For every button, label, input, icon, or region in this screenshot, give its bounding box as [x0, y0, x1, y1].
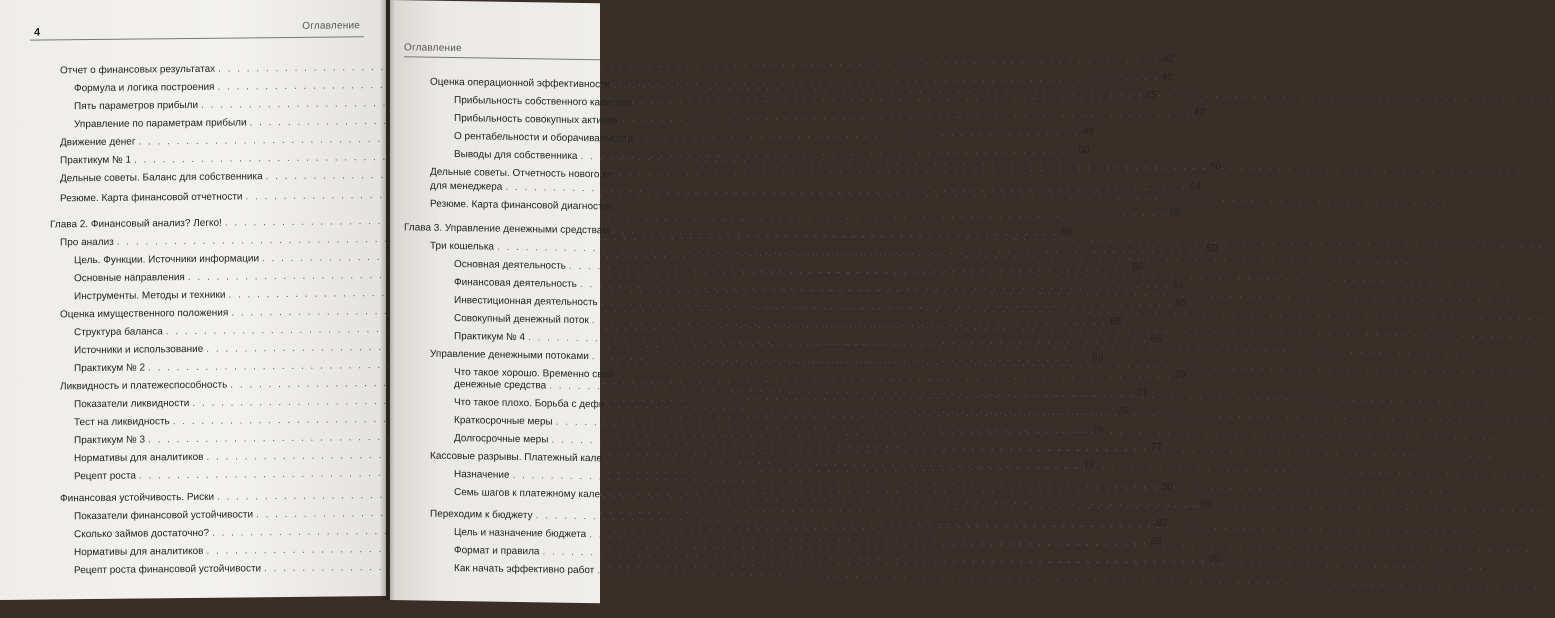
book-gutter — [380, 0, 394, 600]
toc-entry-page: 66 — [1151, 334, 1162, 345]
toc-entry — [454, 415, 620, 429]
toc-entry-page: 42 — [1162, 72, 1173, 83]
toc-entry-title: Три кошелька — [430, 241, 494, 253]
toc-entry-title: Отчет о финансовых результатах — [60, 64, 215, 77]
toc-entry — [74, 342, 364, 356]
toc-entry-title: Рецепт роста — [74, 471, 136, 483]
toc-entry-title: Резюме. Карта финансовой отчетности — [60, 191, 243, 204]
header-rule — [30, 36, 364, 40]
left-page — [0, 0, 386, 600]
toc-entry-title: Дельные советы. Отчетность нового кл — [430, 167, 613, 181]
toc-entry-title: Глава 3. Управление денежными средствам — [404, 222, 609, 236]
toc-entry-title: О рентабельности и оборачиваемости — [454, 131, 633, 145]
toc-entry — [74, 414, 364, 428]
toc-entry — [60, 306, 364, 320]
toc-entry-title: Практикум № 4 — [454, 331, 525, 343]
toc-entry-title: для менеджера — [430, 181, 502, 193]
toc-entry — [74, 360, 364, 374]
toc-entry-page: 70 — [1175, 370, 1186, 381]
toc-entry — [60, 152, 364, 166]
toc-entry — [50, 216, 364, 230]
toc-entry — [454, 469, 620, 483]
toc-entry-title: Дельные советы. Баланс для собственника — [60, 171, 263, 184]
toc-entry-title: Резюме. Карта финансовой диагностик — [430, 199, 613, 213]
toc-entry-title: Нормативы для аналитиков — [74, 452, 203, 464]
toc-entry — [454, 313, 620, 327]
table-of-contents — [390, 72, 610, 75]
toc-entry-page: 59 — [1061, 227, 1072, 238]
page-number: 4 — [34, 27, 40, 39]
toc-entry — [454, 433, 620, 447]
toc-entry — [430, 509, 620, 523]
toc-entry-title: Основная деятельность — [454, 259, 566, 272]
toc-entry — [454, 379, 620, 393]
toc-entry — [454, 563, 620, 577]
toc-entry-title: Семь шагов к платежному кале — [454, 487, 600, 500]
header-rule — [404, 56, 600, 60]
toc-entry-page: 60 — [1132, 262, 1143, 273]
toc-entry-title: Рецепт роста финансовой устойчивости — [74, 563, 261, 576]
toc-entry-title: Управление по параметрам прибыли — [74, 117, 247, 130]
toc-entry — [74, 116, 364, 130]
toc-entry-title: Структура баланса — [74, 326, 163, 338]
toc-entry — [404, 222, 620, 236]
table-of-contents — [0, 56, 370, 60]
toc-entry-page: 45 — [1145, 90, 1156, 101]
toc-entry — [454, 527, 620, 541]
toc-entry — [74, 468, 364, 482]
running-header: Оглавление — [302, 20, 360, 32]
toc-entry-title: Краткосрочные меры — [454, 415, 553, 428]
toc-entry-page: 76 — [1092, 424, 1103, 435]
toc-entry — [430, 241, 620, 255]
toc-entry — [74, 508, 364, 522]
dot-leader — [616, 170, 618, 181]
toc-entry-title: Финансовая деятельность — [454, 277, 577, 290]
toc-entry-title: Что такое хорошо. Временно своб — [454, 367, 614, 381]
toc-entry-title: Практикум № 3 — [74, 434, 145, 446]
toc-entry — [74, 562, 364, 576]
dot-leader — [225, 208, 1166, 229]
toc-entry — [454, 487, 620, 501]
toc-entry — [454, 259, 620, 273]
toc-entry-title: Инструменты. Методы и техники — [74, 290, 225, 303]
toc-entry-title: Прибыльность собственного капитала — [454, 95, 633, 109]
toc-entry-page: 61 — [1173, 280, 1184, 291]
toc-entry — [74, 324, 364, 338]
toc-entry — [430, 199, 620, 213]
toc-entry-page: 47 — [1194, 107, 1205, 118]
toc-entry-title: Оценка операционной эффективности — [430, 77, 610, 91]
toc-entry — [454, 295, 620, 309]
toc-entry-title: Инвестиционная деятельность — [454, 295, 598, 308]
toc-entry-title: Оценка имущественного положения — [60, 308, 228, 321]
toc-entry-page: 82 — [1156, 518, 1167, 529]
toc-entry-title: Сколько займов достаточно? — [74, 528, 209, 540]
toc-entry-page: 86 — [1151, 536, 1162, 547]
toc-entry-title: Источники и использование — [74, 344, 203, 356]
toc-entry-title: Показатели финансовой устойчивости — [74, 509, 253, 522]
toc-entry — [430, 181, 620, 195]
toc-entry-page: 75 — [1117, 406, 1128, 417]
toc-entry-title: Формула и логика построения — [74, 82, 214, 94]
toc-entry-title: Практикум № 2 — [74, 362, 145, 374]
toc-entry-title: денежные средства — [454, 379, 546, 391]
toc-entry — [60, 190, 364, 204]
toc-entry — [454, 277, 620, 291]
toc-entry-page: 65 — [1110, 316, 1121, 327]
toc-entry-title: Основные направления — [74, 272, 185, 284]
toc-entry-title: Практикум № 1 — [60, 155, 131, 167]
toc-entry — [74, 252, 364, 266]
toc-entry-title: Про анализ — [60, 237, 114, 249]
toc-entry — [60, 62, 364, 76]
toc-entry-title: Движение денег — [60, 137, 136, 149]
right-page — [390, 0, 600, 603]
toc-entry-title: Финансовая устойчивость. Риски — [60, 492, 214, 505]
toc-entry-page: 50 — [1210, 161, 1221, 172]
toc-entry-page: 77 — [1151, 442, 1162, 453]
toc-entry — [454, 149, 620, 163]
toc-entry-title: Долгосрочные меры — [454, 433, 548, 445]
toc-entry-page: 54 — [1190, 181, 1201, 192]
toc-entry-page: 55 — [1169, 208, 1180, 219]
toc-entry-page: 65 — [1176, 298, 1187, 309]
toc-entry-title: Цель и назначение бюджета — [454, 527, 586, 540]
toc-entry-title: Управление денежными потоками — [430, 349, 589, 362]
toc-entry — [74, 526, 364, 540]
toc-entry-title: Что такое плохо. Борьба с дефи — [454, 397, 604, 410]
toc-entry — [74, 450, 364, 464]
toc-entry-page: 71 — [1137, 388, 1148, 399]
dot-leader — [218, 54, 1159, 75]
toc-entry — [454, 131, 620, 145]
toc-entry-page: 49 — [1083, 127, 1094, 138]
toc-entry — [74, 544, 364, 558]
toc-entry-title: Формат и правила — [454, 545, 540, 557]
toc-entry — [454, 331, 620, 345]
toc-entry-page: 80 — [1161, 482, 1172, 493]
toc-entry-page: 86 — [1208, 553, 1219, 564]
toc-entry — [430, 77, 620, 91]
toc-entry — [60, 170, 364, 184]
toc-entry — [74, 396, 364, 410]
toc-entry — [454, 545, 620, 559]
toc-entry-title: Как начать эффективно работ — [454, 563, 594, 576]
toc-entry-page: 59 — [1206, 243, 1217, 254]
toc-entry-title: Прибыльность совокупных активов — [454, 113, 618, 127]
toc-entry-title: Нормативы для аналитиков — [74, 546, 203, 558]
toc-entry — [60, 234, 364, 248]
toc-entry-title: Ликвидность и платежеспособность — [60, 380, 227, 393]
toc-entry — [74, 288, 364, 302]
toc-entry-page: 80 — [1200, 499, 1211, 510]
toc-entry-title: Совокупный денежный поток — [454, 313, 589, 326]
toc-entry-title: Глава 2. Финансовый анализ? Легко! — [50, 218, 222, 231]
toc-entry-title: Цель. Функции. Источники информации — [74, 253, 259, 266]
toc-entry-title: Выводы для собственника — [454, 149, 577, 162]
toc-entry-title: Назначение — [454, 469, 510, 481]
dot-leader — [616, 202, 617, 213]
toc-entry-page: 78 — [1083, 461, 1094, 472]
toc-entry-page: 50 — [1078, 145, 1089, 156]
toc-entry-title: Переходим к бюджету — [430, 509, 533, 522]
toc-entry — [74, 98, 364, 112]
running-header: Оглавление — [404, 42, 462, 54]
toc-entry-title: Тест на ликвидность — [74, 416, 170, 428]
toc-entry — [60, 378, 364, 392]
toc-entry-page: 42 — [1162, 54, 1173, 65]
toc-entry — [454, 95, 620, 109]
toc-entry — [454, 113, 620, 127]
toc-entry — [454, 397, 620, 411]
toc-entry-page: 68 — [1092, 352, 1103, 363]
toc-entry — [74, 80, 364, 94]
toc-entry — [430, 451, 620, 465]
toc-entry — [430, 167, 620, 181]
toc-entry — [430, 349, 620, 363]
toc-entry — [74, 270, 364, 284]
toc-entry-title: Кассовые разрывы. Платежный кале — [430, 451, 602, 465]
toc-entry-title: Показатели ликвидности — [74, 398, 189, 410]
toc-entry — [60, 490, 364, 504]
toc-entry — [74, 432, 364, 446]
toc-entry-title: Пять параметров прибыли — [74, 100, 198, 112]
toc-entry — [60, 134, 364, 148]
